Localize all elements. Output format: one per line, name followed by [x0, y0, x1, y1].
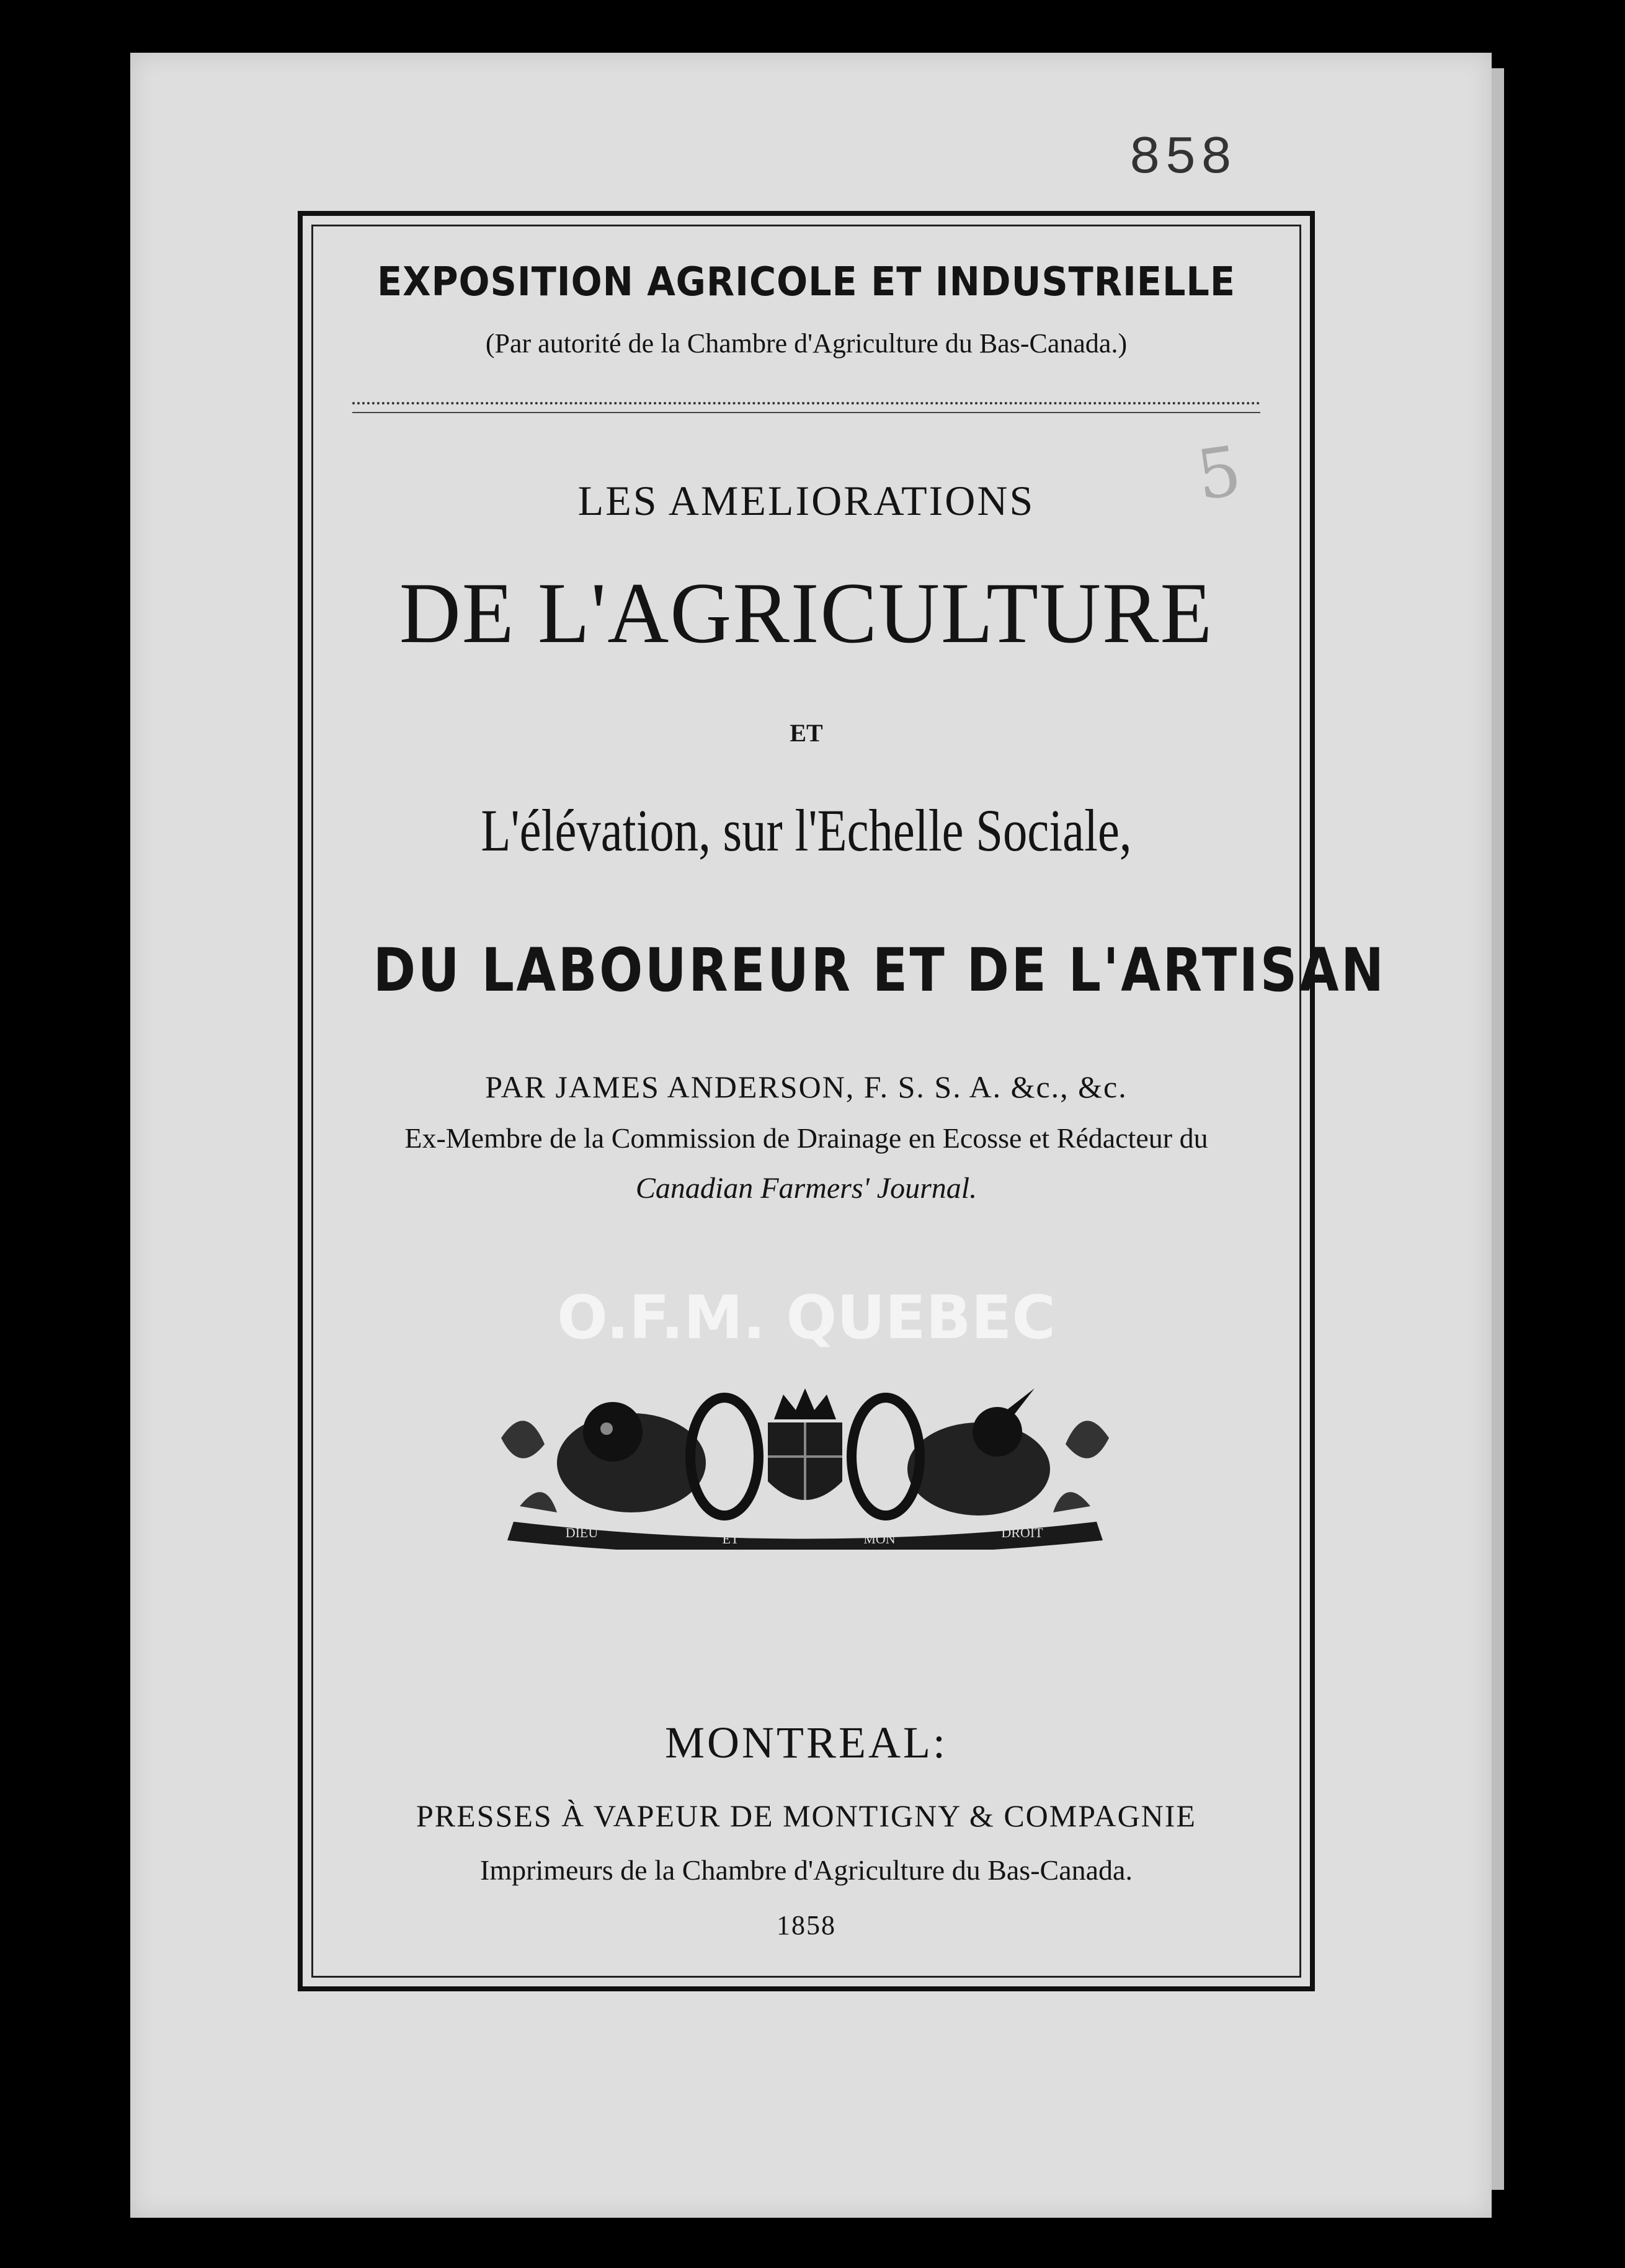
title-conjunction: ET: [790, 719, 823, 747]
publication-year: 1858: [777, 1910, 836, 1940]
title-line-4: DU LABOUREUR ET DE L'ARTISAN: [373, 935, 1386, 1005]
motto-word: MON: [863, 1531, 896, 1547]
dotted-rule: [352, 402, 1260, 404]
journal-name: Canadian Farmers' Journal.: [635, 1172, 977, 1205]
author-credentials: Ex-Membre de la Commission de Drainage en Ecosse et Rédacteur du: [404, 1122, 1208, 1154]
title-line-3: L'élévation, sur l'Echelle Sociale,: [481, 797, 1132, 864]
motto-word: DIEU: [565, 1525, 599, 1540]
margin-pencil-mark: 5: [1191, 431, 1246, 516]
exposition-heading: EXPOSITION AGRICOLE ET INDUSTRIELLE: [377, 259, 1235, 305]
catalog-number: 858: [1129, 128, 1236, 189]
printer-role: Imprimeurs de la Chambre d'Agriculture du Bas-Canada.: [480, 1854, 1133, 1886]
solid-rule: [352, 412, 1260, 413]
author-line: PAR JAMES ANDERSON, F. S. S. A. &c., &c.: [485, 1069, 1128, 1104]
authority-note: (Par autorité de la Chambre d'Agriculture du Bas-Canada.): [485, 328, 1128, 359]
motto-word: ET: [722, 1531, 739, 1547]
publication-place: MONTREAL:: [665, 1718, 948, 1767]
royal-coat-of-arms-icon: [489, 1388, 1121, 1550]
library-stamp: O.F.M. QUEBEC: [557, 1283, 1056, 1352]
motto-word: DROIT: [1001, 1525, 1043, 1540]
title-line-1: LES AMELIORATIONS: [577, 477, 1035, 524]
title-page-frame: [298, 211, 1386, 1991]
title-line-2: DE L'AGRICULTURE: [399, 565, 1214, 661]
printer-name: PRESSES À VAPEUR DE MONTIGNY & COMPAGNIE: [416, 1798, 1196, 1833]
